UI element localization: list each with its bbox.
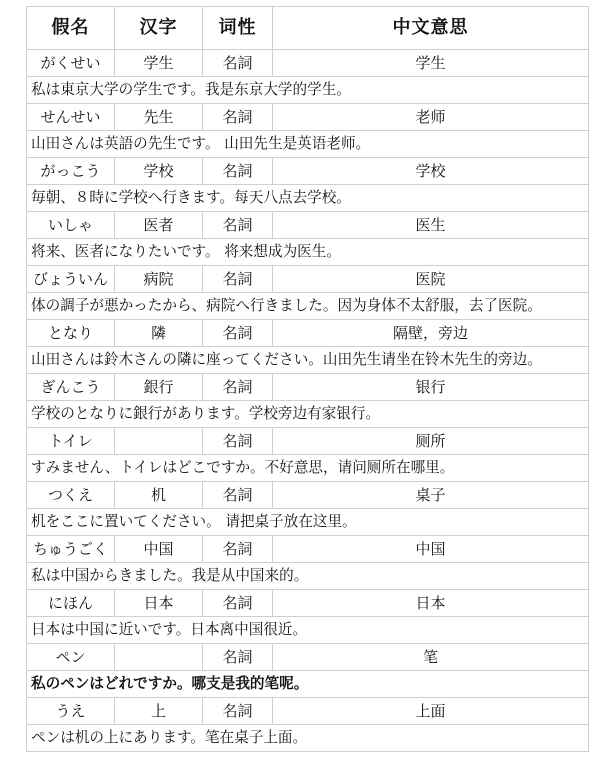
meaning-cell: 医院 [273, 266, 589, 293]
kana-cell: うえ [27, 698, 115, 725]
meaning-cell: 厕所 [273, 428, 589, 455]
word-row [27, 104, 589, 131]
meaning-cell: 医生 [273, 212, 589, 239]
header-part-of-speech: 词性 [203, 7, 273, 50]
word-row [27, 536, 589, 563]
kana-cell: びょういん [27, 266, 115, 293]
example-sentence: 山田さんは鈴木さんの隣に座ってください。山田先生请坐在铃木先生的旁边。 [27, 347, 589, 374]
example-sentence: 日本は中国に近いです。日本离中国很近。 [27, 617, 589, 644]
kanji-cell: 病院 [115, 266, 203, 293]
example-row [27, 617, 589, 644]
kana-cell: つくえ [27, 482, 115, 509]
word-row [27, 374, 589, 401]
example-sentence: 将来、医者になりたいです。 将来想成为医生。 [27, 239, 589, 266]
kanji-cell: 上 [115, 698, 203, 725]
word-row [27, 158, 589, 185]
word-row [27, 698, 589, 725]
kanji-cell [115, 428, 203, 455]
example-row [27, 185, 589, 212]
kanji-cell: 隣 [115, 320, 203, 347]
header-chinese-meaning: 中文意思 [273, 7, 589, 50]
meaning-cell: 隔壁，旁边 [273, 320, 589, 347]
meaning-cell: 学校 [273, 158, 589, 185]
kanji-cell: 銀行 [115, 374, 203, 401]
kana-cell: がっこう [27, 158, 115, 185]
example-row [27, 671, 589, 698]
part-of-speech-cell: 名詞 [203, 374, 273, 401]
example-sentence: 山田さんは英語の先生です。 山田先生是英语老师。 [27, 131, 589, 158]
example-row [27, 725, 589, 752]
header-row [27, 7, 589, 50]
example-sentence: すみません、トイレはどこですか。不好意思，请问厕所在哪里。 [27, 455, 589, 482]
header-kana: 假名 [27, 7, 115, 50]
part-of-speech-cell: 名詞 [203, 482, 273, 509]
part-of-speech-cell: 名詞 [203, 536, 273, 563]
example-row [27, 77, 589, 104]
kanji-cell: 学生 [115, 50, 203, 77]
part-of-speech-cell: 名詞 [203, 320, 273, 347]
example-sentence: 私は中国からきました。我是从中国来的。 [27, 563, 589, 590]
kana-cell: ペン [27, 644, 115, 671]
word-row [27, 590, 589, 617]
word-row [27, 428, 589, 455]
kana-cell: いしゃ [27, 212, 115, 239]
example-sentence: 体の調子が悪かったから、病院へ行きました。因为身体不太舒服，去了医院。 [27, 293, 589, 320]
word-row [27, 644, 589, 671]
example-sentence: 学校のとなりに銀行があります。学校旁边有家银行。 [27, 401, 589, 428]
example-row [27, 131, 589, 158]
part-of-speech-cell: 名詞 [203, 590, 273, 617]
kanji-cell: 学校 [115, 158, 203, 185]
kanji-cell: 医者 [115, 212, 203, 239]
meaning-cell: 日本 [273, 590, 589, 617]
word-row [27, 212, 589, 239]
example-row [27, 455, 589, 482]
part-of-speech-cell: 名詞 [203, 104, 273, 131]
meaning-cell: 银行 [273, 374, 589, 401]
kana-cell: となり [27, 320, 115, 347]
vocabulary-body [27, 50, 589, 752]
kanji-cell: 中国 [115, 536, 203, 563]
part-of-speech-cell: 名詞 [203, 158, 273, 185]
part-of-speech-cell: 名詞 [203, 212, 273, 239]
part-of-speech-cell: 名詞 [203, 266, 273, 293]
example-sentence: ペンは机の上にあります。笔在桌子上面。 [27, 725, 589, 752]
kana-cell: せんせい [27, 104, 115, 131]
kana-cell: ちゅうごく [27, 536, 115, 563]
example-sentence: 机をここに置いてください。 请把桌子放在这里。 [27, 509, 589, 536]
example-row [27, 509, 589, 536]
meaning-cell: 桌子 [273, 482, 589, 509]
part-of-speech-cell: 名詞 [203, 428, 273, 455]
word-row [27, 482, 589, 509]
meaning-cell: 老师 [273, 104, 589, 131]
kanji-cell: 机 [115, 482, 203, 509]
example-row [27, 347, 589, 374]
example-sentence: 私は東京大学の学生です。我是东京大学的学生。 [27, 77, 589, 104]
vocabulary-table [26, 6, 589, 752]
kana-cell: にほん [27, 590, 115, 617]
meaning-cell: 中国 [273, 536, 589, 563]
meaning-cell: 上面 [273, 698, 589, 725]
example-sentence: 毎朝、８時に学校へ行きます。每天八点去学校。 [27, 185, 589, 212]
word-row [27, 50, 589, 77]
part-of-speech-cell: 名詞 [203, 50, 273, 77]
kana-cell: がくせい [27, 50, 115, 77]
kana-cell: ぎんこう [27, 374, 115, 401]
word-row [27, 266, 589, 293]
kanji-cell: 日本 [115, 590, 203, 617]
meaning-cell: 学生 [273, 50, 589, 77]
part-of-speech-cell: 名詞 [203, 644, 273, 671]
example-row [27, 293, 589, 320]
kanji-cell: 先生 [115, 104, 203, 131]
example-row [27, 401, 589, 428]
example-sentence: 私のペンはどれですか。哪支是我的笔呢。 [27, 671, 589, 698]
example-row [27, 563, 589, 590]
example-row [27, 239, 589, 266]
meaning-cell: 笔 [273, 644, 589, 671]
kana-cell: トイレ [27, 428, 115, 455]
part-of-speech-cell: 名詞 [203, 698, 273, 725]
kanji-cell [115, 644, 203, 671]
header-kanji: 汉字 [115, 7, 203, 50]
word-row [27, 320, 589, 347]
